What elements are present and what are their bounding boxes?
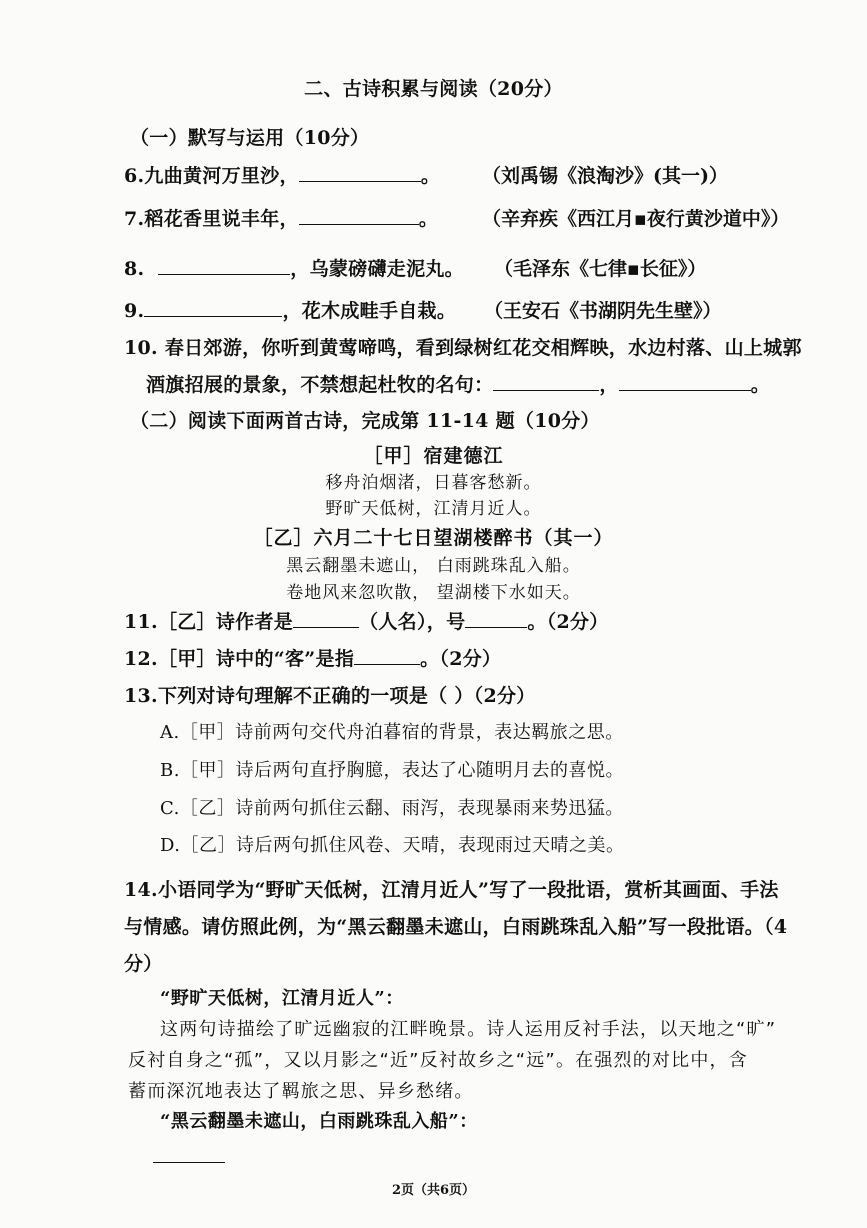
sample-line-1: 这两句诗描绘了旷远幽寂的江畔晚景。诗人运用反衬手法，以天地之“旷” [160,1019,777,1040]
sample-line-3: 蓄而深沉地表达了羁旅之思、异乡愁绪。 [128,1081,474,1102]
q11-author-blank[interactable] [293,609,359,628]
q8-source: （毛泽东《七律▪长征》） [494,258,707,280]
question-6 [124,161,440,188]
q6-source: （刘禹锡《浪淘沙》(其一)） [482,165,728,187]
question-7 [124,204,438,231]
q11-text-c: 。（2分） [527,611,609,633]
poem-a-line-2: 野旷天低树，江清月近人。 [325,499,542,519]
q13-option-d[interactable]: D.［乙］诗后两句抓住风卷、天晴，表现雨过天晴之美。 [160,835,625,856]
q7-source: （辛弃疾《西江月▪夜行黄沙道中》） [482,208,790,230]
q10-text: 酒旗招展的景象，不禁想起杜牧的名句： [146,374,494,396]
sample-title: “野旷天低树，江清月近人”： [160,988,404,1009]
poem-b-title: ［乙］六月二十七日望湖楼醉书（其一） [253,527,614,549]
q10-separator: ， [599,374,619,396]
q10-answer-blank-2[interactable] [619,372,751,391]
q7-answer-blank[interactable] [299,206,419,225]
question-12 [124,644,501,671]
q6-answer-blank[interactable] [299,163,421,182]
q9-text: ，花木成畦手自栽。 [282,300,457,322]
q8-number: 8. [124,258,145,280]
question-13-stem: 13.下列对诗句理解不正确的一项是（ ）（2分） [124,685,536,707]
q7-end: 。 [418,208,439,230]
q12-answer-blank[interactable] [354,646,420,665]
question-14-line3: 分） [124,953,163,975]
question-8 [124,254,464,281]
question-14-line2: 与情感。请仿照此例，为“黑云翻墨未遮山，白雨跳珠乱入船”写一段批语。（4 [124,916,788,938]
q6-text: 6.九曲黄河万里沙， [124,165,299,187]
q9-number: 9. [124,300,145,322]
q9-source: （王安石《书湖阴先生壁》） [484,300,722,322]
question-14-line1: 14.小语同学为“野旷天低树，江清月近人”写了一段批语，赏析其画面、手法 [124,879,779,901]
section-title: 二、古诗积累与阅读（20分） [304,78,563,100]
q8-answer-blank[interactable] [158,256,290,275]
q8-text: ，乌蒙磅礴走泥丸。 [290,258,464,280]
q11-text-b: （人名），号 [359,611,466,633]
poem-b-line-2: 卷地风来忽吹散， 望湖楼下水如天。 [286,583,581,603]
question-11 [124,607,609,634]
page-number: 2页（共6页） [391,1183,476,1198]
poem-a-title: ［甲］宿建德江 [363,445,504,467]
q12-text-b: 。（2分） [420,648,502,670]
q11-text-a: 11.［乙］诗作者是 [124,611,294,633]
sample-line-2: 反衬自身之“孤”，又以月影之“近”反衬故乡之“远”。在强烈的对比中，含 [128,1050,748,1071]
q6-end: 。 [420,165,441,187]
part2-heading: （二）阅读下面两首古诗，完成第 11-14 题（10分） [130,410,600,432]
q9-answer-blank[interactable] [144,298,282,317]
q10-answer-blank-1[interactable] [493,372,599,391]
q10-end: 。 [750,374,771,396]
answer-prompt: “黑云翻墨未遮山，白雨跳珠乱入船”： [160,1111,478,1132]
question-10-line1: 10. 春日郊游，你听到黄莺啼鸣，看到绿树红花交相辉映，水边村落、山上城郭 [124,337,802,359]
q13-option-b[interactable]: B.［甲］诗后两句直抒胸臆，表达了心随明月去的喜悦。 [160,760,624,781]
poem-a-line-1: 移舟泊烟渚，日暮客愁新。 [325,473,542,493]
q14-answer-line[interactable] [153,1162,225,1163]
q13-option-a[interactable]: A.［甲］诗前两句交代舟泊暮宿的背景，表达羁旅之思。 [160,722,624,743]
question-9 [124,296,456,323]
poem-b-line-1: 黑云翻墨未遮山， 白雨跳珠乱入船。 [286,556,581,576]
q7-text: 7.稻花香里说丰年， [124,208,299,230]
question-10-line2 [146,370,770,397]
q13-option-c[interactable]: C.［乙］诗前两句抓住云翻、雨泻，表现暴雨来势迅猛。 [160,798,624,819]
part1-heading: （一）默写与运用（10分） [130,127,370,149]
q12-text-a: 12.［甲］诗中的“客”是指 [124,648,355,670]
q11-alias-blank[interactable] [465,609,527,628]
